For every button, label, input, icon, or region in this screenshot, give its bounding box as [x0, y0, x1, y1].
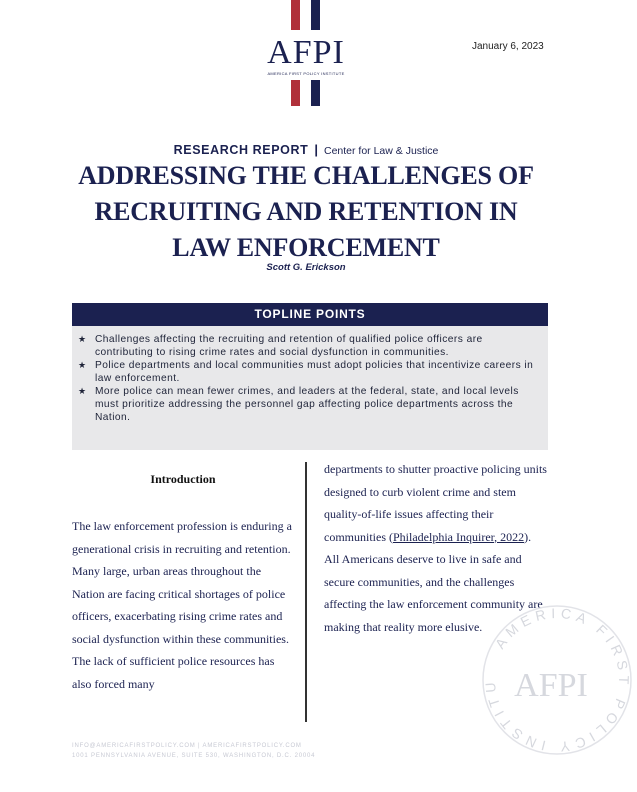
svg-text:AMERICA FIRST POLICY INSTITUTE: AMERICA FIRST POLICY INSTITU	[481, 604, 633, 756]
author-name: Scott G. Erickson	[266, 262, 346, 273]
footer-address: 1001 PENNSYLVANIA AVENUE, SUITE 530, WASHINGTON, D.C. 20004	[72, 753, 316, 759]
introduction-heading: Introduction	[150, 472, 216, 486]
afpi-logo	[256, 0, 356, 108]
page-footer	[72, 741, 315, 761]
title-line: RECRUITING AND RETENTION IN	[94, 197, 518, 226]
report-type: RESEARCH REPORT	[173, 143, 309, 157]
svg-text:AFPI: AFPI	[514, 667, 588, 704]
afpi-seal-watermark	[477, 600, 637, 760]
star-bullet-icon: ★	[78, 334, 87, 344]
left-column	[72, 472, 294, 695]
report-date: January 6, 2023	[472, 41, 544, 52]
citation-link[interactable]: Philadelphia Inquirer, 2022	[393, 529, 525, 544]
topline-heading: TOPLINE POINTS	[72, 303, 548, 326]
title-line: LAW ENFORCEMENT	[172, 233, 440, 262]
footer-contact: INFO@AMERICAFIRSTPOLICY.COM | AMERICAFIRSTPOLICY.COM	[72, 743, 302, 749]
report-title	[40, 158, 572, 266]
star-bullet-icon: ★	[78, 386, 87, 396]
continued-paragraph: departments to shutter proactive policing units designed to curb violent crime and stem quality-of-life issues affecting their communities (Philadelphia Inquirer, 2022). All Americans deserve to live in safe and secure communities, and the challenges affecting the law enforcement community are making that reality more elusive.	[324, 462, 547, 634]
logo-wordmark: AFPI	[267, 34, 345, 71]
column-divider	[305, 462, 307, 722]
report-center: Center for Law & Justice	[323, 145, 439, 157]
introduction-paragraph: The law enforcement profession is enduring a generational crisis in recruiting and retention. Many large, urban areas throughout the Nation are facing critical shortages of police officers, exacerbating rising crime rates and social dysfunction within these communities. The lack of sufficient police resources has also forced many	[72, 519, 292, 691]
star-bullet-icon: ★	[78, 360, 87, 370]
topline-points-box	[72, 303, 548, 450]
seal-icon	[477, 600, 637, 760]
logo-subtitle: AMERICA FIRST POLICY INSTITUTE	[267, 71, 345, 76]
topline-list	[72, 326, 548, 424]
report-category	[0, 141, 612, 159]
title-line: ADDRESSING THE CHALLENGES OF	[78, 161, 534, 190]
topline-point: ★ More police can mean fewer crimes, and leaders at the federal, state, and local levels must prioritize addressing the personnel gap affecting police departments across the Nation.	[78, 386, 519, 423]
topline-point: ★ Challenges affecting the recruiting and retention of qualified police officers are contributing to rising crime rates and social dysfunction in communities.	[78, 334, 483, 358]
flag-stripes-icon	[256, 0, 356, 108]
topline-point: ★ Police departments and local communities must adopt policies that incentivize careers in law enforcement.	[78, 360, 534, 384]
report-separator: |	[314, 142, 318, 157]
